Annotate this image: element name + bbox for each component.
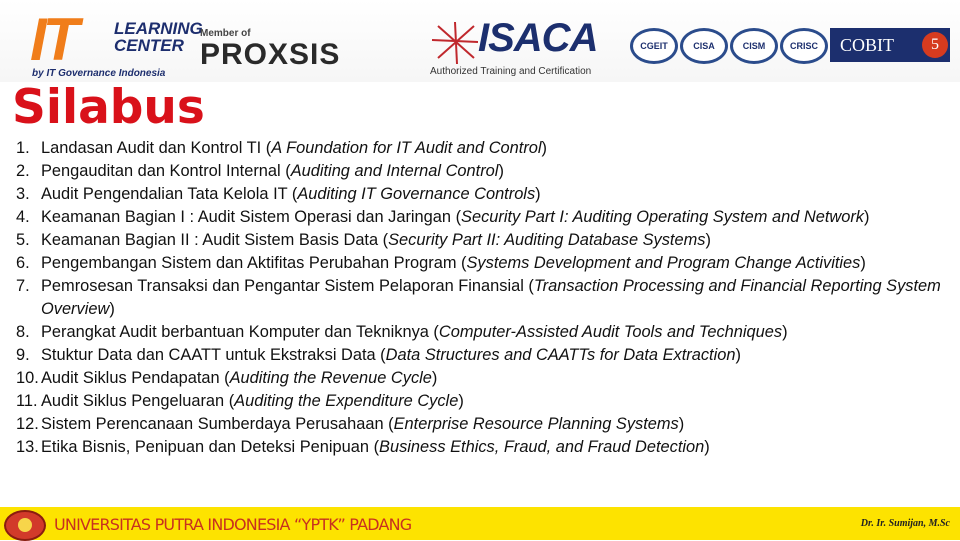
item-number: 6. [16,254,30,272]
item-number: 5. [16,231,30,249]
item-number: 4. [16,208,30,226]
syllabus-list [16,137,952,459]
university-seal-icon [4,510,46,541]
item-english: Auditing the Revenue Cycle [229,369,432,387]
item-paren: ) [705,231,711,249]
it-logo-line2: CENTER [114,36,184,55]
item-paren: ) [735,346,741,364]
isaca-star-icon [430,20,480,66]
item-paren: ) [782,323,788,341]
item-english: Computer-Assisted Audit Tools and Techniques [438,323,783,341]
item-number: 12. [16,415,39,433]
list-item [16,413,952,436]
item-paren: ) [860,254,866,272]
it-logo-subtitle: by IT Governance Indonesia [32,68,166,79]
author-name: Dr. Ir. Sumijan, M.Sc [860,518,950,529]
item-number: 1. [16,139,30,157]
list-item [16,252,952,275]
item-text: Sistem Perencanaan Sumberdaya Perusahaan ( [41,415,394,433]
item-paren: ) [535,185,541,203]
list-item [16,390,952,413]
item-number: 9. [16,346,30,364]
list-item [16,321,952,344]
item-paren: ) [704,438,710,456]
it-logo-line1: LEARNING [114,19,203,38]
item-text: Audit Pengendalian Tata Kelola IT ( [41,185,298,203]
list-item [16,160,952,183]
item-english: Security Part I: Auditing Operating System and Network [461,208,864,226]
isaca-name: ISACA [478,16,598,60]
item-text: Audit Siklus Pendapatan ( [41,369,230,387]
item-english: Auditing IT Governance Controls [297,185,536,203]
item-text: Audit Siklus Pengeluaran ( [41,392,235,410]
cobit-logo [830,28,950,62]
it-logo-mark: IT [30,6,76,73]
it-learning-center-logo [30,6,203,80]
cism-badge: CISM [730,28,778,64]
item-english: Transaction Processing and Financial Reporting System Overview [41,277,941,318]
item-english: Data Structures and CAATTs for Data Extraction [385,346,736,364]
header-logo-bar [0,0,960,82]
list-item [16,275,952,321]
it-logo-text [114,20,203,54]
item-text: Perangkat Audit berbantuan Komputer dan Tekniknya ( [41,323,439,341]
item-paren: ) [458,392,464,410]
list-item [16,344,952,367]
item-english: Enterprise Resource Planning Systems [393,415,679,433]
isaca-logo [430,16,630,80]
item-paren: ) [541,139,548,157]
item-paren: ) [678,415,685,433]
item-number: 11. [16,392,38,410]
list-item [16,183,952,206]
item-english: Security Part II: Auditing Database Systems [388,231,706,249]
footer-bar [0,507,960,540]
item-paren: ) [109,300,115,318]
university-name: UNIVERSITAS PUTRA INDONESIA “YPTK” PADANG [54,515,412,534]
list-item [16,137,952,160]
item-paren: ) [431,369,438,387]
list-item [16,229,952,252]
cobit-name: COBIT [840,35,894,55]
item-english: Systems Development and Program Change Activities [466,254,861,272]
item-number: 13. [16,438,39,456]
item-text: Landasan Audit dan Kontrol TI ( [41,139,272,157]
cisa-badge: CISA [680,28,728,64]
crisc-badge: CRISC [780,28,828,64]
item-text: Pengauditan dan Kontrol Internal ( [41,162,291,180]
item-number: 2. [16,162,30,180]
item-text: Stuktur Data dan CAATT untuk Ekstraksi Data ( [41,346,386,364]
item-english: Business Ethics, Fraud, and Fraud Detection [379,438,705,456]
item-paren: ) [864,208,870,226]
item-number: 3. [16,185,30,203]
item-text: Keamanan Bagian II : Audit Sistem Basis Data ( [41,231,389,249]
item-number: 8. [16,323,30,341]
cgeit-badge: CGEIT [630,28,678,64]
cobit-version: 5 [922,32,948,58]
proxsis-name: PROXSIS [200,38,341,71]
item-number: 7. [16,277,30,295]
list-item [16,206,952,229]
item-english: Auditing and Internal Control [290,162,499,180]
item-english: A Foundation for IT Audit and Control [271,139,542,157]
item-text: Etika Bisnis, Penipuan dan Deteksi Penipuan ( [41,438,380,456]
item-text: Pemrosesan Transaksi dan Pengantar Sistem Pelaporan Finansial ( [41,277,534,295]
page-title: Silabus [12,80,205,135]
item-paren: ) [498,162,504,180]
item-text: Keamanan Bagian I : Audit Sistem Operasi dan Jaringan ( [41,208,462,226]
isaca-subtitle: Authorized Training and Certification [430,66,592,77]
item-number: 10. [16,369,39,387]
list-item [16,436,952,459]
proxsis-member-label: Member of [200,28,251,39]
item-english: Auditing the Expenditure Cycle [234,392,459,410]
list-item [16,367,952,390]
item-text: Pengembangan Sistem dan Aktifitas Perubahan Program ( [41,254,467,272]
